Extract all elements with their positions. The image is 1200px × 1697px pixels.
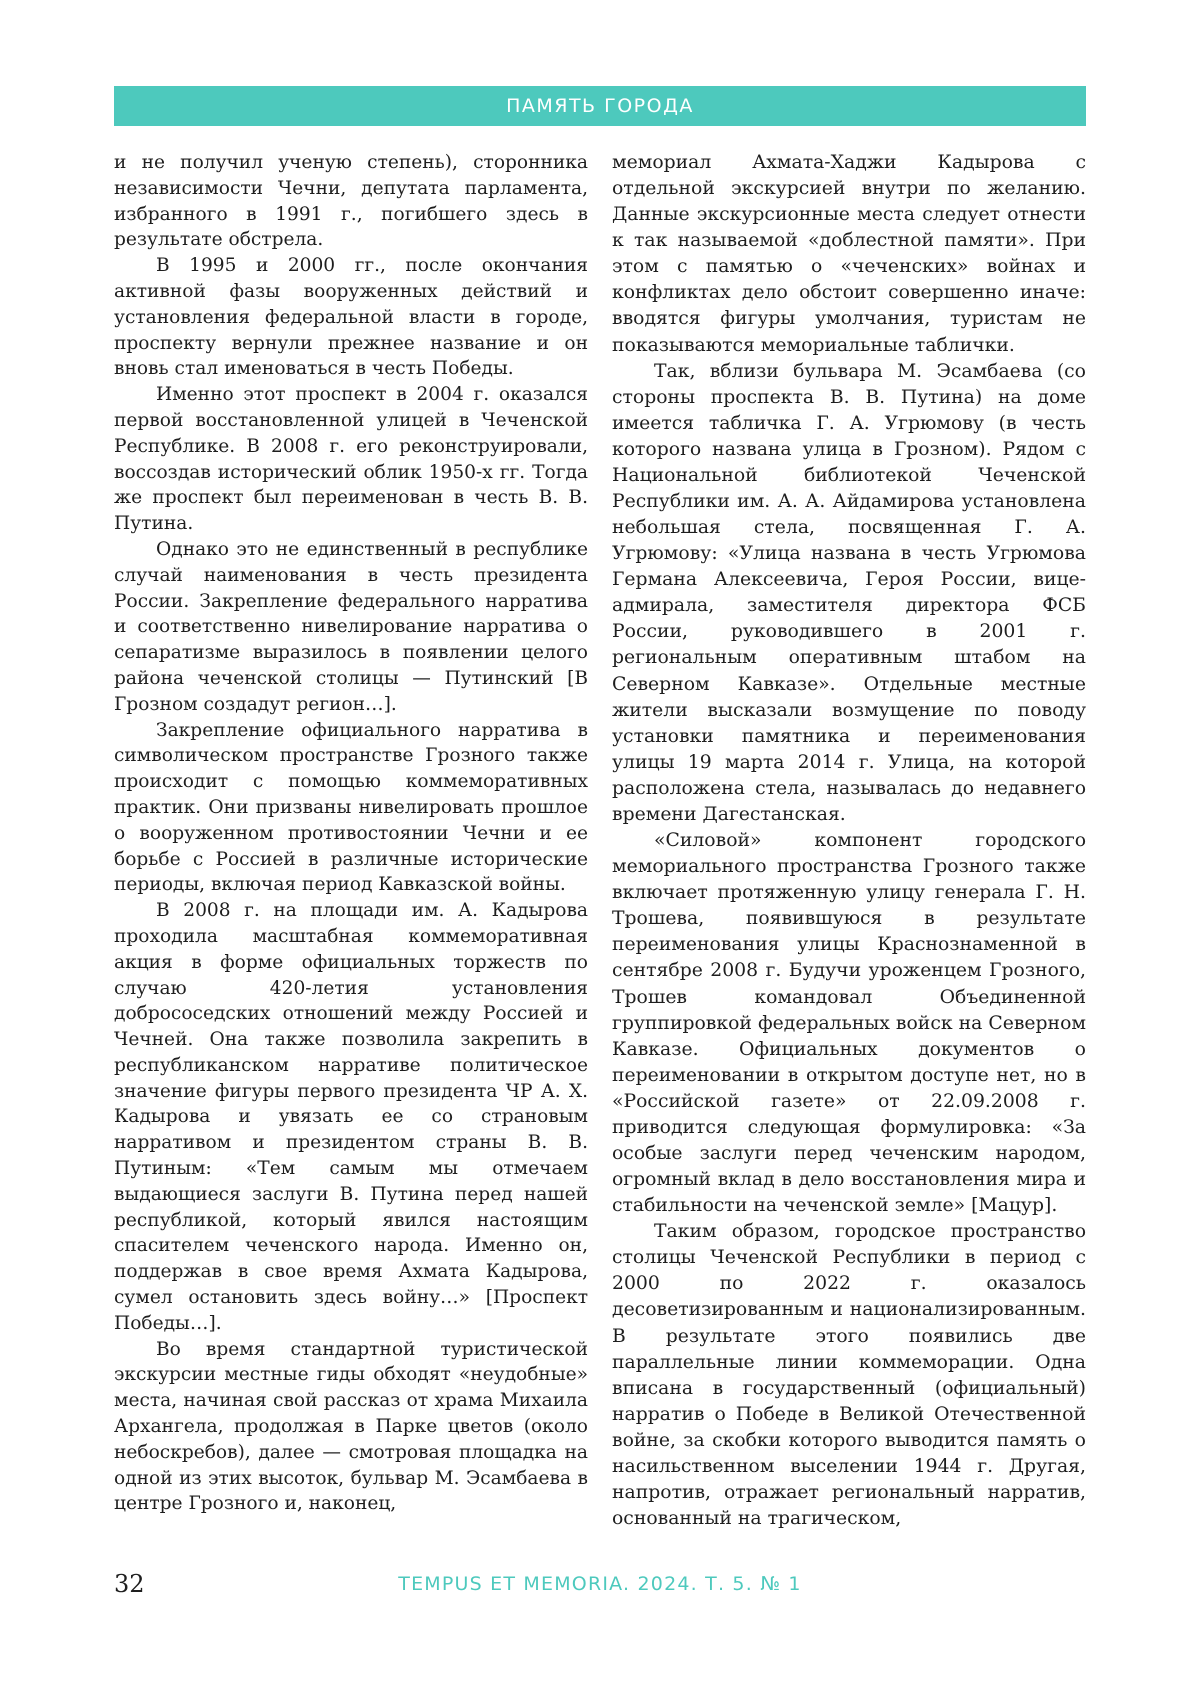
- paragraph: Во время стандартной туристической экскурсии местные гиды обходят «неудобные» места, начиная свой рассказ от храма Михаила Архангела, продолжая в Парке цветов (около небоскребов), далее — смотровая площадка на одной из этих высоток, бульвар М. Эсамбаева в центре Грозного и, наконец,: [114, 1337, 588, 1518]
- paragraph: Закрепление официального нарратива в символическом пространстве Грозного также происходит с помощью коммеморативных практик. Они призваны нивелировать прошлое о вооруженном противостоянии Чечни и ее борьбе с Россией в различные исторические периоды, включая период Кавказской войны.: [114, 718, 588, 899]
- paragraph: Так, вблизи бульвара М. Эсамбаева (со стороны проспекта В. В. Путина) на доме имеется табличка Г. А. Угрюмову (в честь которого названа улица в Грозном). Рядом с Национальной библиотекой Чеченской Республики им. А. А. Айдамирова установлена небольшая стела, посвященная Г. А. Угрюмову: «Улица названа в честь Угрюмова Германа Алексеевича, Героя России, вице-адмирала, заместителя директора ФСБ России, руководившего в 2001 г. региональным оперативным штабом на Северном Кавказе». Отдельные местные жители высказали возмущение по поводу установки памятника и переименования улицы 19 марта 2014 г. Улица, на которой расположена стела, называлась до недавнего времени Дагестанская.: [612, 359, 1086, 828]
- paragraph: и не получил ученую степень), сторонника независимости Чечни, депутата парламента, избранного в 1991 г., погибшего здесь в результате обстрела.: [114, 150, 588, 253]
- left-text-column: [114, 150, 588, 1517]
- journal-footer: TEMPUS ET MEMORIA. 2024. Т. 5. № 1: [0, 1573, 1200, 1595]
- paragraph: В 1995 и 2000 гг., после окончания активной фазы вооруженных действий и установления федеральной власти в городе, проспекту вернули прежнее название и он вновь стал именоваться в честь Победы.: [114, 253, 588, 382]
- right-text-column: [612, 150, 1086, 1532]
- paragraph: Таким образом, городское пространство столицы Чеченской Республики в период с 2000 по 2022 г. оказалось десоветизированным и национализированным. В результате этого появились две параллельные линии коммеморации. Одна вписана в государственный (официальный) нарратив о Победе в Великой Отечественной войне, за скобки которого выводится память о насильственном выселении 1944 г. Другая, напротив, отражает региональный нарратив, основанный на трагическом,: [612, 1219, 1086, 1532]
- paragraph: Именно этот проспект в 2004 г. оказался первой восстановленной улицей в Чеченской Республике. В 2008 г. его реконструировали, воссоздав исторический облик 1950-х гг. Тогда же проспект был переименован в честь В. В. Путина.: [114, 382, 588, 537]
- paragraph: мемориал Ахмата-Хаджи Кадырова с отдельной экскурсией внутри по желанию. Данные экскурсионные места следует отнести к так называемой «доблестной памяти». При этом с памятью о «чеченских» войнах и конфликтах дело обстоит совершенно иначе: вводятся фигуры умолчания, туристам не показываются мемориальные таблички.: [612, 150, 1086, 359]
- section-header-band: [114, 86, 1086, 126]
- paragraph: Однако это не единственный в республике случай наименования в честь президента России. Закрепление федерального нарратива и соответственно нивелирование нарратива о сепаратизме выразилось в появлении целого района чеченской столицы — Путинский [В Грозном создадут регион…].: [114, 537, 588, 718]
- paragraph: «Силовой» компонент городского мемориального пространства Грозного также включает протяженную улицу генерала Г. Н. Трошева, появившуюся в результате переименования улицы Краснознаменной в сентябре 2008 г. Будучи уроженцем Грозного, Трошев командовал Объединенной группировкой федеральных войск на Северном Кавказе. Официальных документов о переименовании в открытом доступе нет, но в «Российской газете» от 22.09.2008 г. приводится следующая формулировка: «За особые заслуги перед чеченским народом, огромный вклад в дело восстановления мира и стабильности на чеченской земле» [Мацур].: [612, 828, 1086, 1219]
- page-number: 32: [114, 1570, 145, 1598]
- section-title: ПАМЯТЬ ГОРОДА: [506, 95, 694, 117]
- paragraph: В 2008 г. на площади им. А. Кадырова проходила масштабная коммеморативная акция в форме официальных торжеств по случаю 420-летия установления добрососедских отношений между Россией и Чечней. Она также позволила закрепить в республиканском нарративе политическое значение фигуры первого президента ЧР А. Х. Кадырова и увязать ее со страновым нарративом и президентом страны В. В. Путиным: «Тем самым мы отмечаем выдающиеся заслуги В. Путина перед нашей республикой, который явился настоящим спасителем чеченского народа. Именно он, поддержав в свое время Ахмата Кадырова, сумел остановить здесь войну…» [Проспект Победы…].: [114, 898, 588, 1337]
